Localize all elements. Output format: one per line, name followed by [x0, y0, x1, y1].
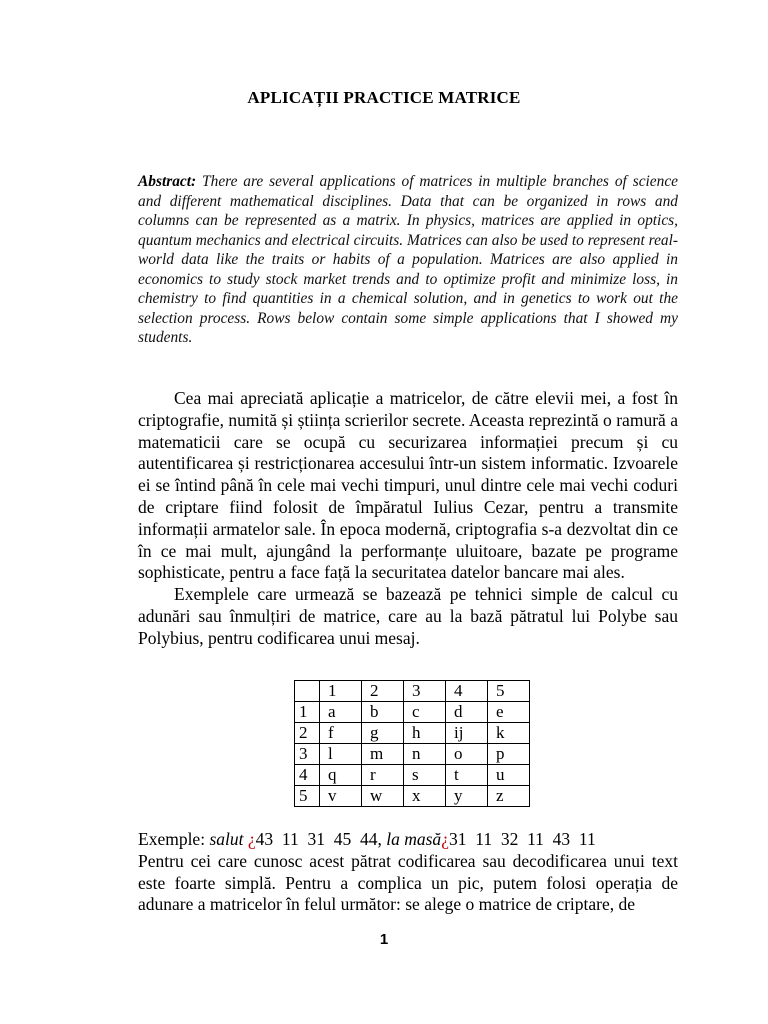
table-row [295, 765, 530, 786]
abstract-text: There are several applications of matrices in multiple branches of science and different mathematical disciplines. Data that can be organized in rows and columns can be represented as a matrix. In physics, matrices are applied in optics, quantum mechanics and electrical circuits. Matrices can also be used to represent real-world data like the traits or habits of a population. Matrices are also applied in economics to study stock market trends and to optimize profit and minimize loss, in chemistry to find quantities in a chemical solution, and in genetics to work out the selection process. Rows below contain some simple applications that I showed my students. [138, 173, 678, 346]
table-cell: g [362, 723, 404, 744]
example-1-word: salut [209, 829, 244, 849]
table-row-index-cell: 3 [295, 744, 320, 765]
table-cell: o [446, 744, 488, 765]
table-cell: d [446, 702, 488, 723]
polybius-square-table [294, 680, 530, 807]
examples-line [138, 829, 678, 851]
example-1-symbol: ¿ [247, 829, 256, 849]
table-cell: e [488, 702, 530, 723]
table-row [295, 786, 530, 807]
table-cell: w [362, 786, 404, 807]
table-cell: f [320, 723, 362, 744]
table-row [295, 744, 530, 765]
table-cell: c [404, 702, 446, 723]
example-2-symbol: ¿ [441, 829, 449, 849]
example-2-word: la masă [386, 829, 442, 849]
examples-label: Exemple: [138, 829, 206, 849]
table-cell: z [488, 786, 530, 807]
abstract-label: Abstract: [138, 173, 197, 190]
table-row [295, 723, 530, 744]
table-cell: x [404, 786, 446, 807]
table-cell: q [320, 765, 362, 786]
table-row [295, 702, 530, 723]
body-section [138, 388, 678, 650]
table-cell: a [320, 702, 362, 723]
table-cell: h [404, 723, 446, 744]
example-1-code: 43 11 31 45 44, [255, 829, 382, 849]
table-cell: k [488, 723, 530, 744]
table-header-cell: 3 [404, 681, 446, 702]
table-header-cell: 2 [362, 681, 404, 702]
table-cell: n [404, 744, 446, 765]
table-header-cell: 5 [488, 681, 530, 702]
polybius-table-body [295, 681, 530, 807]
table-cell: r [362, 765, 404, 786]
table-header-cell: 4 [446, 681, 488, 702]
table-cell: b [362, 702, 404, 723]
table-cell: t [446, 765, 488, 786]
table-header-row [295, 681, 530, 702]
table-row-index-cell: 1 [295, 702, 320, 723]
page-title: APLICAȚII PRACTICE MATRICE [247, 88, 521, 107]
table-cell: y [446, 786, 488, 807]
table-row-index-cell: 5 [295, 786, 320, 807]
table-header-cell: 1 [320, 681, 362, 702]
table-header-cell [295, 681, 320, 702]
example-2-code: 31 11 32 11 43 11 [448, 829, 596, 849]
table-cell: m [362, 744, 404, 765]
paragraph-encoding: Pentru cei care cunosc acest pătrat codificarea sau decodificarea unui text este foarte simplă. Pentru a complica un pic, putem folosi operația de adunare a matricelor în felul următor: se alege o matrice de criptare, de [138, 850, 678, 915]
table-cell: u [488, 765, 530, 786]
table-cell: p [488, 744, 530, 765]
table-row-index-cell: 2 [295, 723, 320, 744]
examples-section [138, 829, 678, 916]
table-cell: s [404, 765, 446, 786]
paragraph-cryptography: Cea mai apreciată aplicație a matricelor, de către elevii mei, a fost în criptografie, numită și știința scrierilor secrete. Aceasta reprezintă o ramură a matematicii care se ocupă cu securizarea informației precum și cu autentificarea și restricționarea accesului într-un sistem informatic. Izvoarele ei se întind până în cele mai vechi timpuri, unul dintre cele mai vechi coduri de criptare fiind folosit de împăratul Iulius Cezar, pentru a transmite informații armatelor sale. În epoca modernă, criptografia s-a dezvoltat din ce în ce mai mult, ajungând la performanțe uluitoare, bazate pe programe sophisticate, pentru a face față la securitatea datelor bancare mai ales. [138, 388, 678, 583]
table-row-index-cell: 4 [295, 765, 320, 786]
abstract-paragraph [138, 172, 678, 348]
page-number: 1 [379, 931, 389, 948]
table-cell: v [320, 786, 362, 807]
table-cell: ij [446, 723, 488, 744]
paragraph-polybius-intro: Exemplele care urmează se bazează pe tehnici simple de calcul cu adunări sau înmulțiri de matrice, care au la bază pătratul lui Polybe sau Polybius, pentru codificarea unui mesaj. [138, 584, 678, 648]
table-cell: l [320, 744, 362, 765]
